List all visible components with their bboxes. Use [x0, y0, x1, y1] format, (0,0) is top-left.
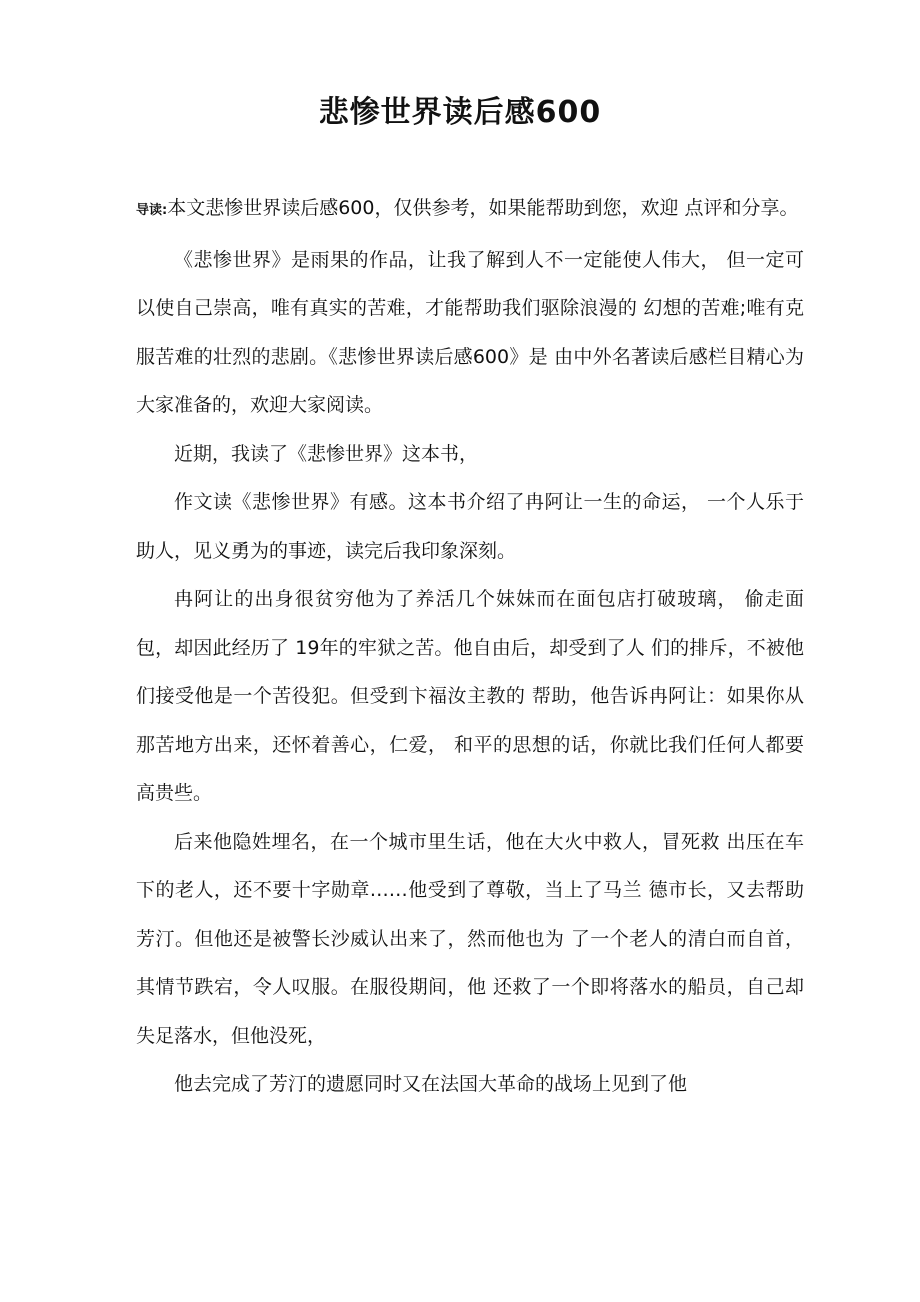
paragraph-background: 冉阿让的出身很贫穷他为了养活几个妹妹而在面包店打破玻璃， 偷走面包，却因此经历了 19年的牢狱之苦。他自由后，却受到了人 们的排斥，不被他们接受他是一个苦役犯。但受到卞福汝主教的 帮助，他告诉冉阿让：如果你从那苦地方出来，还怀着善心，仁爱， 和平的思想的话，你就比我们任何人都要高贵些。 — [136, 588, 804, 804]
lead-text: 本文悲惨世界读后感600，仅供参考，如果能帮助到您，欢迎 点评和分享。 — [167, 197, 799, 219]
lead-paragraph — [136, 184, 804, 236]
lead-label: 导读: — [136, 203, 168, 218]
document-title: 悲惨世界读后感600 — [318, 95, 602, 130]
paragraph-essay: 作文读《悲惨世界》有感。这本书介绍了冉阿让一生的命运， 一个人乐于助人，见义勇为的事迹，读完后我印象深刻。 — [136, 491, 804, 562]
paragraph-later: 后来他隐姓埋名，在一个城市里生话，他在大火中救人，冒死救 出压在车下的老人，还不要十字勋章……他受到了尊敬，当上了马兰 德市长，又去帮助芳汀。但他还是被警长沙威认出来了，然而他也为 了一个老人的清白而自首，其情节跌宕，令人叹服。在服役期间，他 还救了一个即将落水的船员，自己却失足落水，但他没死， — [136, 830, 804, 1047]
document-body — [136, 184, 804, 1109]
paragraph-intro: 《悲惨世界》是雨果的作品，让我了解到人不一定能使人伟大， 但一定可以使自己崇高，唯有真实的苦难，才能帮助我们驱除浪漫的 幻想的苦难;唯有克服苦难的壮烈的悲剧。《悲惨世界读后感600》是 由中外名著读后感栏目精心为大家准备的，欢迎大家阅读。 — [136, 248, 804, 416]
paragraph-recently: 近期，我读了《悲惨世界》这本书， — [174, 442, 479, 465]
paragraph-final: 他去完成了芳汀的遗愿同时又在法国大革命的战场上见到了他 — [174, 1073, 688, 1095]
